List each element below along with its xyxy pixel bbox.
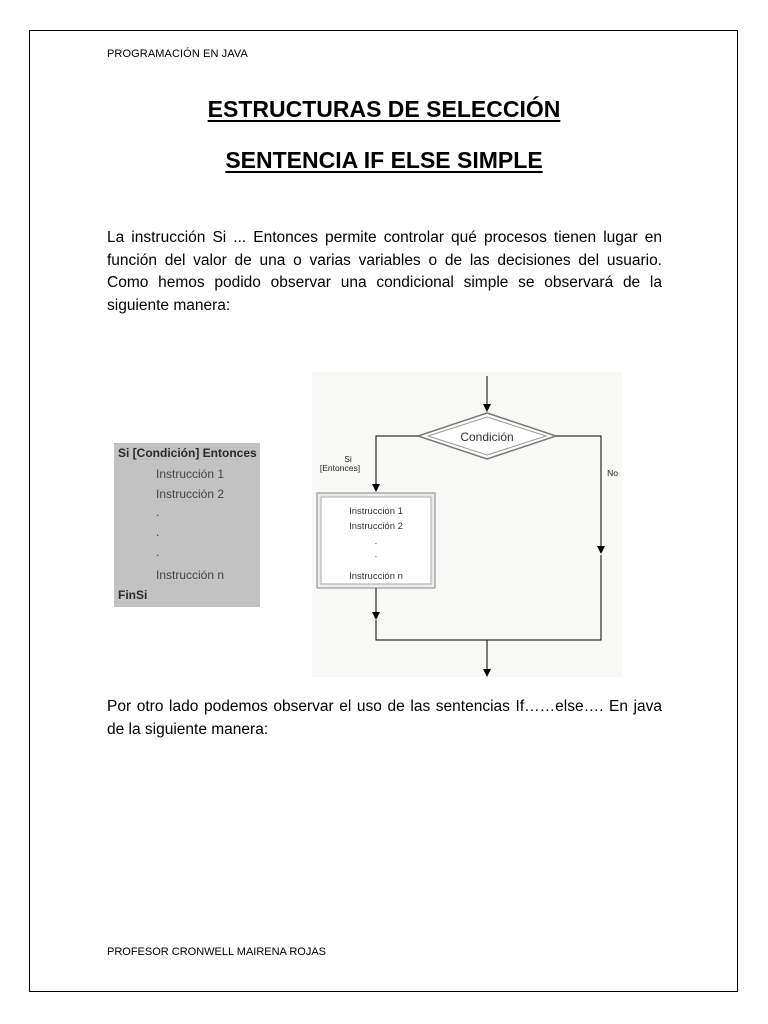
pseudocode-dot-2: .	[156, 525, 160, 539]
box-instrn: Instrucción n	[349, 571, 403, 582]
yes-label-entonces: [Entonces]	[319, 463, 361, 473]
yes-label-si: Si	[344, 454, 352, 464]
pseudocode-dot-3: .	[156, 545, 160, 559]
pseudocode-end: FinSi	[118, 588, 148, 602]
no-label: No	[607, 468, 618, 478]
box-dot-2: .	[374, 549, 378, 560]
page-footer: PROFESOR CRONWELL MAIRENA ROJAS	[107, 946, 327, 958]
box-instr2: Instrucción 2	[349, 521, 403, 532]
box-dot-1: .	[374, 536, 378, 547]
pseudocode-box	[114, 443, 260, 607]
page-header: PROGRAMACIÓN EN JAVA	[107, 48, 248, 60]
pseudocode-start: Si [Condición] Entonces	[118, 446, 257, 460]
pseudocode-instrn: Instrucción n	[156, 568, 225, 582]
main-title: ESTRUCTURAS DE SELECCIÓN	[207, 96, 561, 122]
box-instr1: Instrucción 1	[349, 506, 403, 517]
outro-paragraph: Por otro lado podemos observar el uso de las sentencias If……else…. En java de la siguiente manera:	[107, 698, 662, 738]
pseudocode-instr1: Instrucción 1	[156, 467, 225, 481]
condition-label: Condición	[460, 430, 514, 444]
pseudocode-instr2: Instrucción 2	[156, 487, 225, 501]
intro-paragraph: La instrucción Si ... Entonces permite controlar qué procesos tienen lugar en función del valor de una o varias variables o de las decisiones del usuario. Como hemos podido observar una condicional simple se observará de la siguiente manera:	[107, 229, 662, 314]
pseudocode-dot-1: .	[156, 505, 160, 519]
sub-title: SENTENCIA IF ELSE SIMPLE	[225, 147, 543, 173]
flowchart	[312, 372, 622, 677]
